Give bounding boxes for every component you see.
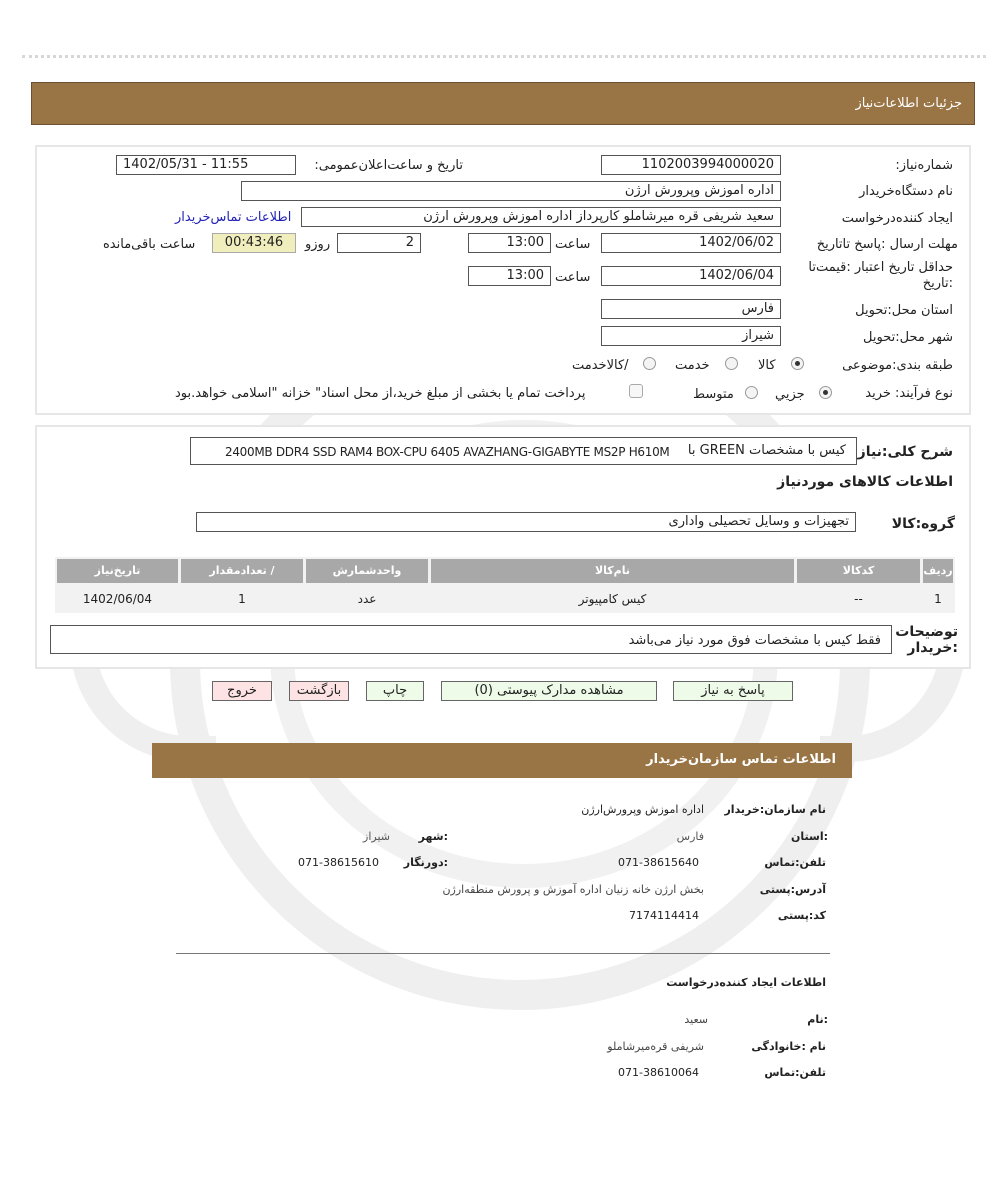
- province-field: فارس: [601, 299, 781, 319]
- notes-label: توضیحات :خریدار: [895, 624, 958, 656]
- validity-label: حداقل تاریخ اعتبار :قیمت‌تا :تاریخ: [808, 260, 953, 291]
- contact-address-label: آدرس:پستی: [759, 883, 826, 896]
- th-row-index: ردیف: [923, 559, 953, 583]
- group-field: تجهیزات و وسایل تحصیلی واداری: [196, 512, 856, 532]
- creator-field: سعید شریفی قره میرشاملو کارپرداز اداره اموزش وپرورش ارژن: [301, 207, 781, 227]
- creator-name: سعید: [684, 1013, 708, 1026]
- th-unit: واحدشمارش: [306, 559, 428, 583]
- creator-label: ایجاد کننده‌درخواست: [841, 211, 953, 226]
- goods-table: [55, 557, 955, 613]
- table-header-row: [55, 557, 955, 585]
- city-label: شهر محل:تحویل: [863, 330, 953, 345]
- province-label: استان محل:تحویل: [855, 303, 953, 318]
- process-option-medium: متوسط: [693, 387, 734, 402]
- process-label: نوع فرآیند: خرید: [865, 386, 953, 401]
- need-number-field: 1102003994000020: [601, 155, 781, 175]
- treasury-checkbox[interactable]: [629, 384, 643, 398]
- announce-label: تاریخ و ساعت‌اعلان‌عمومی:: [314, 158, 463, 173]
- process-option-minor: جزیي: [775, 387, 805, 402]
- reply-button[interactable]: پاسخ به نیاز: [673, 681, 793, 701]
- category-radio-both[interactable]: [643, 357, 656, 370]
- back-button[interactable]: بازگشت: [289, 681, 349, 701]
- remaining-label: ساعت باقی‌مانده: [103, 237, 196, 252]
- category-option-goods: کالا: [758, 358, 776, 373]
- exit-button[interactable]: خروج: [212, 681, 272, 701]
- summary-label: شرح کلی:نیاز: [857, 444, 953, 460]
- contact-city-label: :شهر: [418, 830, 448, 843]
- buyer-org-field: اداره اموزش وپرورش ارژن: [241, 181, 781, 201]
- view-documents-button[interactable]: مشاهده مدارک پیوستی (0): [441, 681, 657, 701]
- notes-field: [50, 625, 892, 654]
- deadline-label: مهلت ارسال :پاسخ تا‌تاریخ: [816, 237, 958, 252]
- page-title: جزئیات اطلاعات‌نیاز: [855, 96, 962, 111]
- summary-fa: کیس با مشخصات GREEN با: [687, 443, 846, 458]
- validity-time-field: 13:00: [468, 266, 551, 286]
- creator-name-label: :نام: [807, 1013, 828, 1026]
- buyer-org-label: نام دستگاه‌خریدار: [859, 184, 953, 199]
- table-row: [55, 588, 955, 612]
- page-header: [31, 82, 975, 125]
- contact-phone: 071-38615640: [618, 856, 699, 869]
- contact-title: اطلاعات تماس سازمان‌خریدار: [646, 752, 836, 767]
- deadline-time-label: ساعت: [555, 237, 591, 252]
- top-dotted-divider: [22, 55, 986, 58]
- td-unit: عدد: [357, 592, 377, 606]
- creator-info-title: اطلاعات ایجاد کننده‌درخواست: [666, 976, 826, 989]
- td-item-name: کیس کامپیوتر: [578, 592, 647, 606]
- deadline-date-field: 1402/06/02: [601, 233, 781, 253]
- group-label: گروه:کالا: [891, 516, 955, 532]
- announce-field: 1402/05/31 - 11:55: [116, 155, 296, 175]
- td-item-code: --: [854, 592, 863, 606]
- city-field: شیراز: [601, 326, 781, 346]
- contact-address: بخش ارژن خانه زنیان اداره آموزش و پرورش منطقه‌ارژن: [442, 883, 704, 896]
- print-button[interactable]: چاپ: [366, 681, 424, 701]
- th-item-name: نام‌کالا: [431, 559, 794, 583]
- creator-phone: 071-38610064: [618, 1066, 699, 1079]
- contact-org-label: نام سازمان:خریدار: [724, 803, 826, 816]
- th-need-date: تاریخ‌نیاز: [57, 559, 178, 583]
- buyer-contact-link[interactable]: اطلاعات تماس‌خریدار: [175, 210, 292, 225]
- category-option-both: /کالاخدمت: [572, 358, 629, 373]
- contact-fax-label: :دورنگار: [403, 856, 448, 869]
- process-radio-medium[interactable]: [745, 386, 758, 399]
- th-quantity: / تعدادمقدار: [181, 559, 303, 583]
- validity-date-field: 1402/06/04: [601, 266, 781, 286]
- payment-note: پرداخت تمام یا بخشی از مبلغ خرید،از محل اسناد" خزانه "اسلامی خواهد.بود: [175, 386, 586, 401]
- validity-time-label: ساعت: [555, 270, 591, 285]
- process-radio-minor[interactable]: [819, 386, 832, 399]
- creator-phone-label: تلفن:تماس: [764, 1066, 826, 1079]
- contact-fax: 071-38615610: [298, 856, 379, 869]
- td-row-index: 1: [934, 592, 942, 606]
- contact-org: اداره اموزش وپرورش‌ارژن: [581, 803, 704, 816]
- contact-header: [152, 743, 852, 778]
- goods-heading: اطلاعات کالاهای موردنیاز: [777, 474, 953, 490]
- contact-postal-label: کد:پستی: [777, 909, 826, 922]
- contact-divider: [176, 953, 830, 954]
- summary-field: [190, 437, 857, 465]
- contact-postal: 7174114414: [629, 909, 699, 922]
- category-label: طبقه بندی:موضوعی: [842, 358, 953, 373]
- creator-family-label: نام :خانوادگی: [751, 1040, 826, 1053]
- category-option-service: خدمت: [675, 358, 710, 373]
- td-quantity: 1: [238, 592, 246, 606]
- remaining-timer: 00:43:46: [212, 233, 296, 253]
- creator-family: شریفی قره‌میرشاملو: [607, 1040, 704, 1053]
- deadline-time-field: 13:00: [468, 233, 551, 253]
- contact-province: فارس: [676, 830, 704, 843]
- td-need-date: 1402/06/04: [82, 592, 153, 606]
- contact-province-label: :استان: [791, 830, 828, 843]
- category-radio-goods[interactable]: [791, 357, 804, 370]
- notes-value: فقط کیس با مشخصات فوق مورد نیاز می‌باشد: [628, 633, 881, 648]
- category-radio-service[interactable]: [725, 357, 738, 370]
- contact-city: شیراز: [363, 830, 390, 843]
- summary-en: 2400MB DDR4 SSD RAM4 BOX-CPU 6405 AVAZHANG-GIGABYTE MS2P H610M: [225, 445, 670, 459]
- contact-phone-label: تلفن:تماس: [764, 856, 826, 869]
- th-item-code: کدکالا: [797, 559, 920, 583]
- days-field: 2: [337, 233, 421, 253]
- need-number-label: شماره‌نیاز:: [895, 158, 953, 173]
- days-label: روزو: [305, 237, 331, 252]
